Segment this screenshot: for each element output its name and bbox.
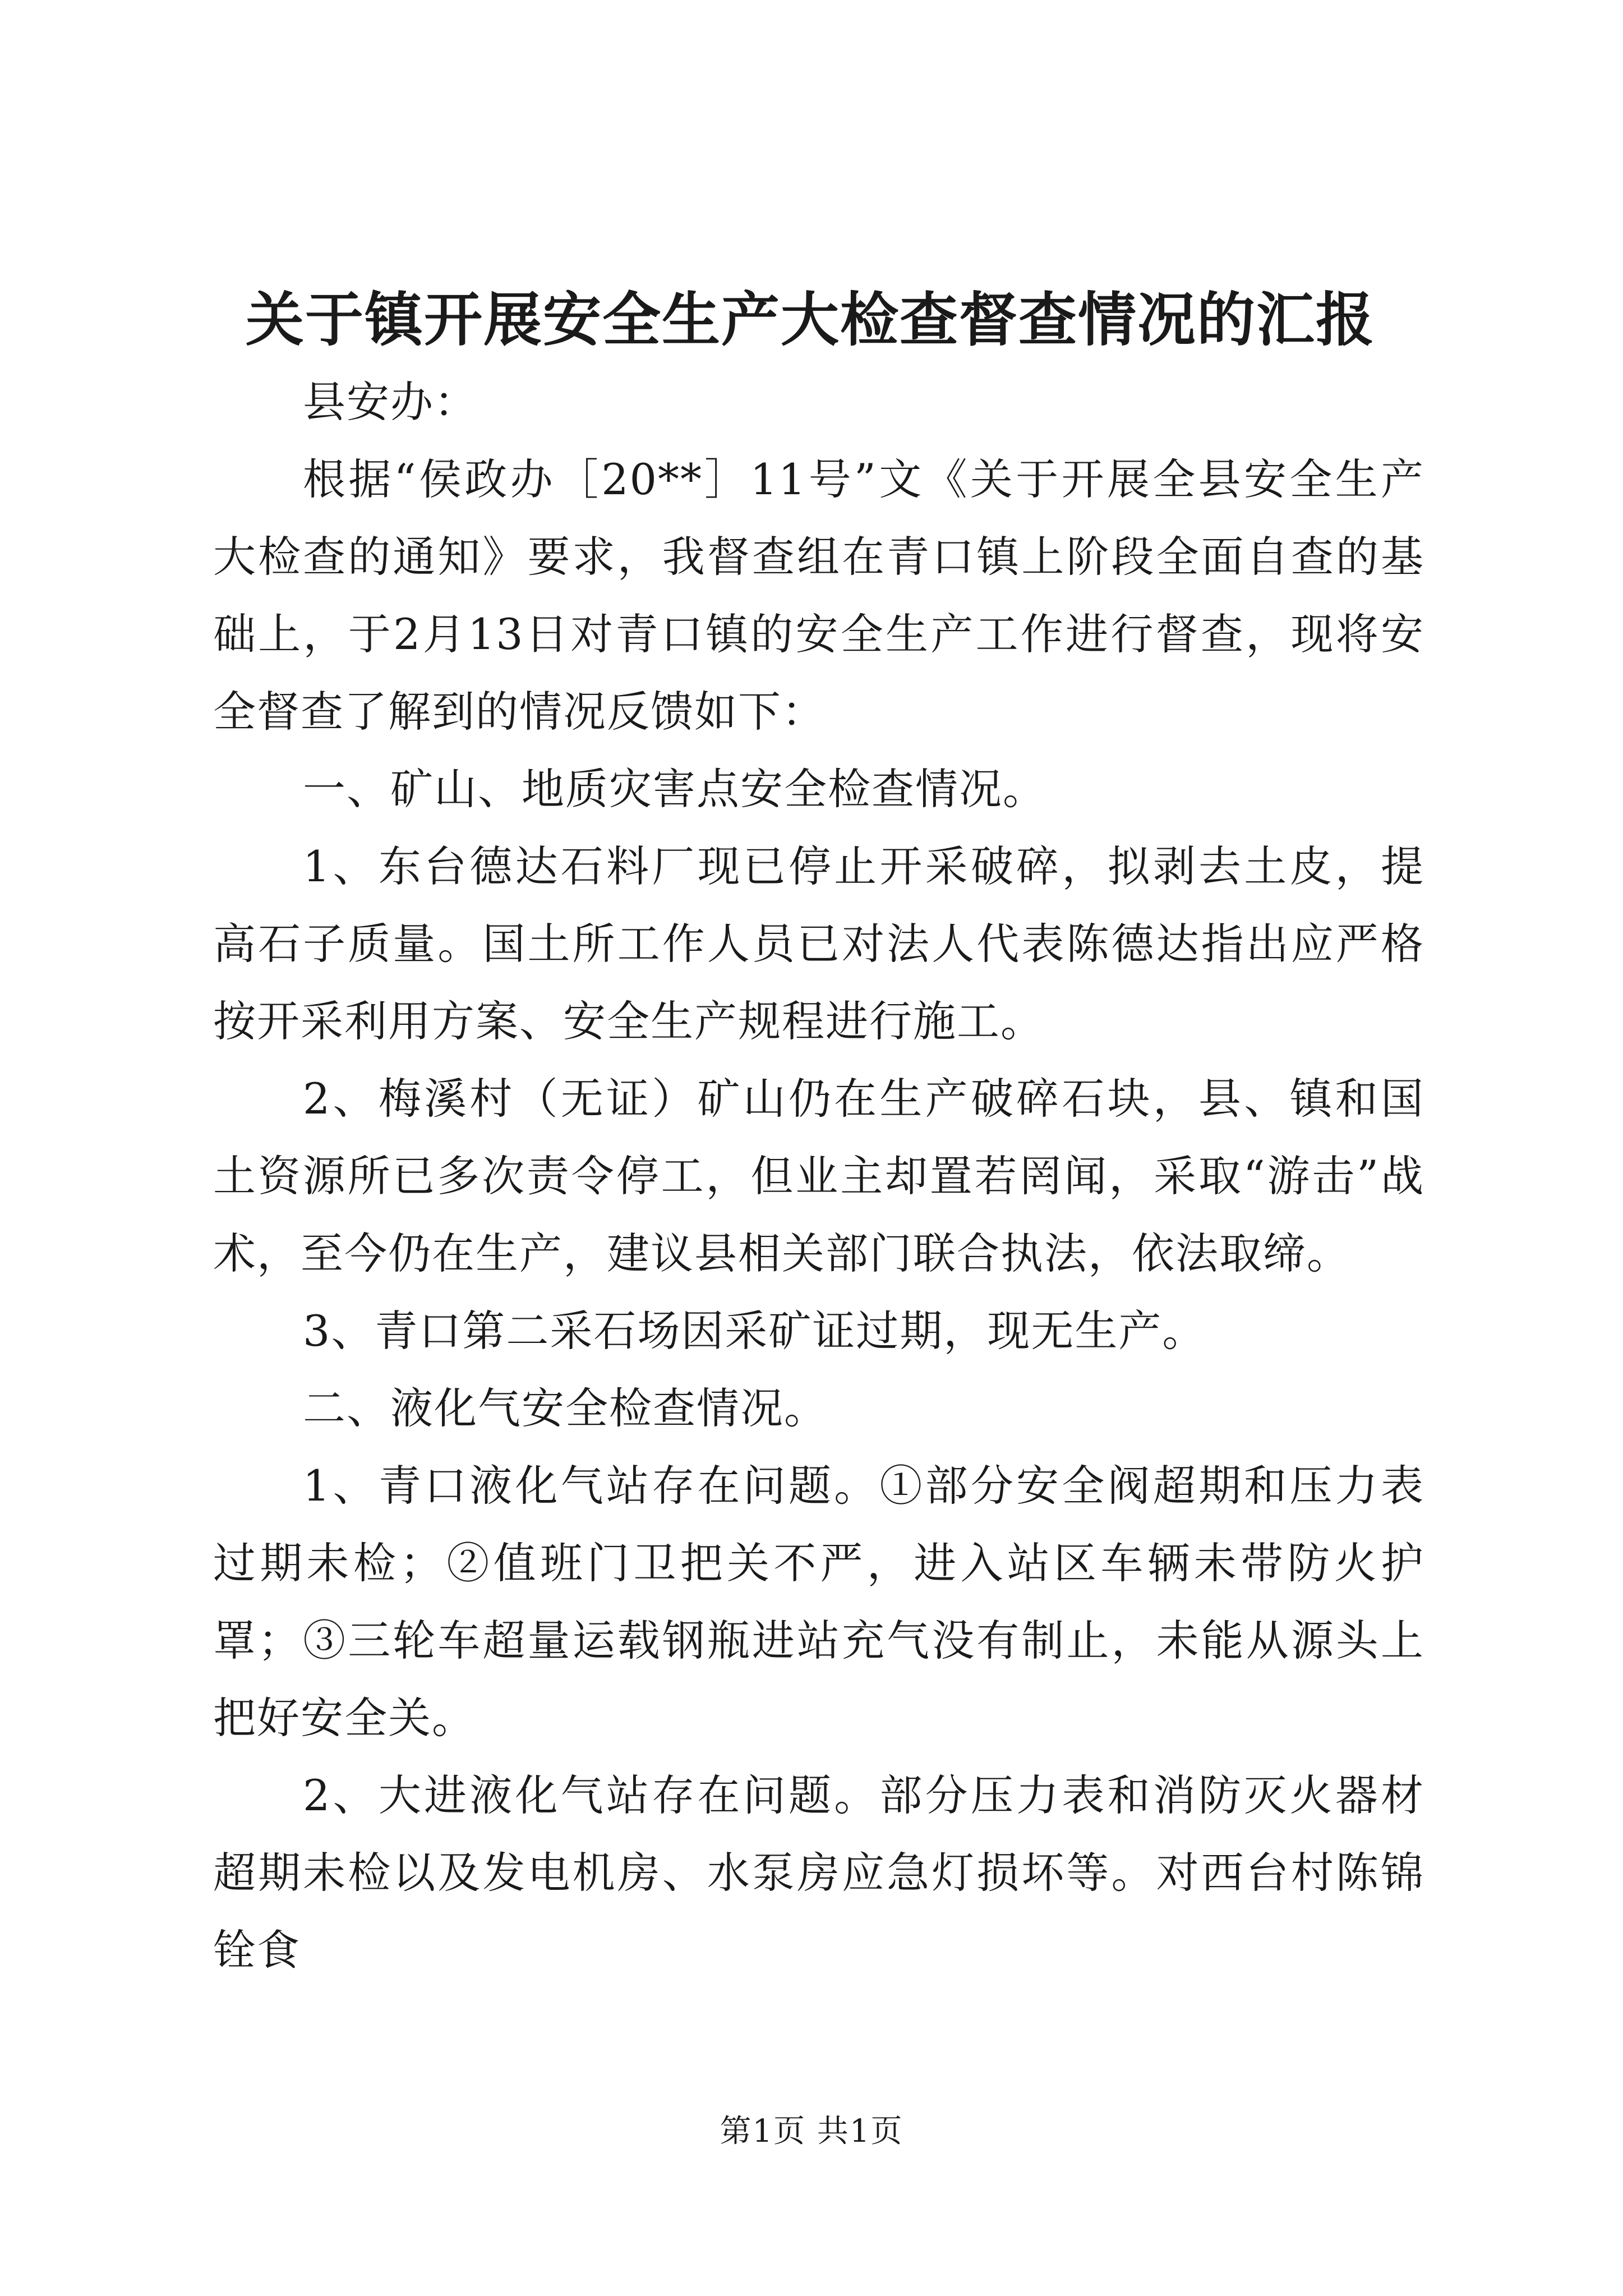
document-body — [213, 364, 1424, 1989]
paragraph-lpg-1: 1、青口液化气站存在问题。①部分安全阀超期和压力表过期未检；②值班门卫把关不严，进入站区车辆未带防火护罩；③三轮车超量运载钢瓶进站充气没有制止，未能从源头上把好安全关。 — [213, 1461, 1424, 1743]
document-title: 关于镇开展安全生产大检查督查情况的汇报 — [245, 285, 1375, 354]
paragraph-mining-1: 1、东台德达石料厂现已停止开采破碎，拟剥去土皮，提高石子质量。国土所工作人员已对法人代表陈德达指出应严格按开采利用方案、安全生产规程进行施工。 — [213, 841, 1424, 1046]
page-footer: 第1页 共1页 — [720, 2113, 903, 2150]
salutation: 县安办： — [303, 377, 478, 427]
section-heading-mining: 一、矿山、地质灾害点安全检查情况。 — [303, 764, 1046, 814]
paragraph-mining-2: 2、梅溪村（无证）矿山仍在生产破碎石块，县、镇和国土资源所已多次责令停工，但业主却置若罔闻，采取“游击”战术，至今仍在生产，建议县相关部门联合执法，依法取缔。 — [213, 1074, 1424, 1278]
paragraph-lpg-2: 2、大进液化气站存在问题。部分压力表和消防灭火器材超期未检以及发电机房、水泵房应急灯损坏等。对西台村陈锦铨食 — [213, 1770, 1424, 1975]
paragraph-mining-3: 3、青口第二采石场因采矿证过期，现无生产。 — [303, 1306, 1206, 1356]
section-heading-lpg: 二、液化气安全检查情况。 — [303, 1383, 828, 1433]
paragraph-intro: 根据“侯政办［20**］11号”文《关于开展全县安全生产大检查的通知》要求，我督查组在青口镇上阶段全面自查的基础上，于2月13日对青口镇的安全生产工作进行督查，现将安全督查了解到的情况反馈如下： — [213, 454, 1424, 737]
